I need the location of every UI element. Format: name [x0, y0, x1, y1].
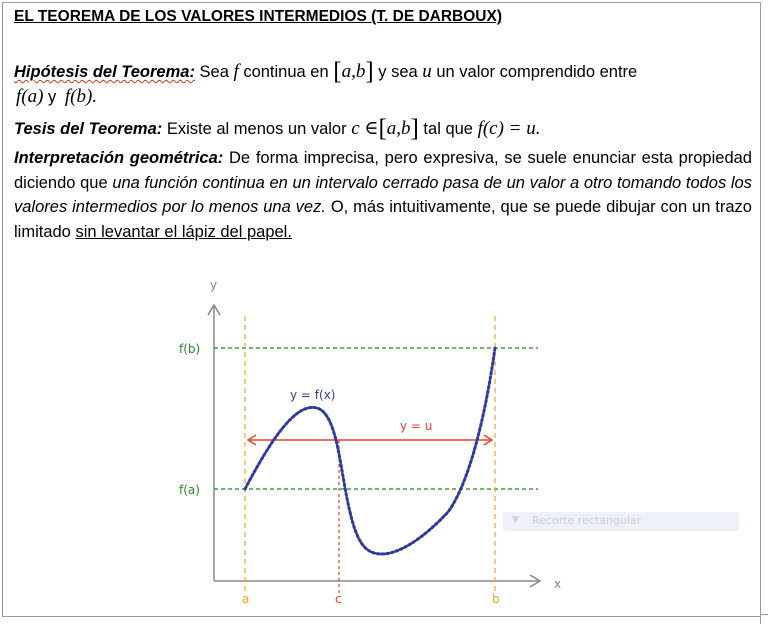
hypothesis-text: continua en [238, 63, 334, 81]
hypothesis-text: y [43, 87, 61, 106]
thesis-text: tal que [418, 120, 478, 138]
interpretation-text: De forma imprecisa, pero expresiva, se suele enunciar esta propiedad diciendo que [14, 149, 752, 192]
math-f: f [233, 61, 239, 82]
interpretation-text: O, más intuitivamente, que se puede dibujar con un trazo limitado [14, 198, 752, 241]
thesis-paragraph [14, 117, 752, 142]
hypothesis-text: Sea [194, 63, 234, 81]
math-u: u [422, 61, 432, 82]
thesis-text: Existe al menos un valor [162, 120, 352, 138]
graph-svg [170, 272, 590, 612]
curve-label: y = f(x) [290, 388, 336, 402]
hypothesis-paragraph [14, 60, 752, 109]
a-label: a [242, 592, 250, 606]
math-interval: a,b [341, 61, 366, 82]
snip-mode-overlay[interactable] [503, 512, 739, 531]
math-interval: a,b [386, 118, 411, 139]
c-label: c [335, 592, 342, 606]
page-corner-mark [760, 614, 768, 615]
interpretation-italic: una función continua en un intervalo cerrado pasa de un valor a otro tomando todos los valores intermedios por lo menos una vez. [14, 173, 752, 216]
math-bracket: ] [410, 115, 419, 142]
page-corner-mark [760, 617, 761, 624]
math-fa: f(a) [16, 85, 44, 107]
fb-label: f(b) [179, 342, 201, 356]
hypothesis-text: un valor comprendido entre [431, 63, 638, 81]
math-c-in: c ∈ [351, 118, 379, 139]
x-axis-label: x [554, 577, 562, 591]
u-label: y = u [400, 419, 433, 433]
interpretation-label: Interpretación geométrica: [14, 149, 224, 167]
b-label: b [492, 592, 500, 606]
chevron-down-icon: ▼ [512, 515, 519, 525]
function-curve [245, 348, 495, 554]
interpretation-underlined: sin levantar el lápiz del papel. [75, 222, 292, 241]
fa-label: f(a) [179, 483, 200, 497]
document-title: EL TEOREMA DE LOS VALORES INTERMEDIOS (T. DE DARBOUX) [14, 8, 502, 25]
hypothesis-text: y sea [373, 63, 423, 81]
math-bracket: [ [333, 58, 342, 85]
interpretation-paragraph [14, 146, 752, 244]
math-bracket: [ [378, 115, 387, 142]
darboux-graph [170, 272, 590, 612]
math-fc-eq-u: f(c) = u. [477, 118, 541, 139]
math-fb: f(b). [64, 85, 98, 107]
thesis-label: Tesis del Teorema: [14, 120, 163, 138]
hypothesis-label: Hipótesis del Teorema: [14, 63, 195, 81]
snip-mode-label: Recorte rectangular [532, 514, 642, 527]
y-axis-label: y [210, 278, 218, 292]
math-bracket: ] [365, 58, 374, 85]
